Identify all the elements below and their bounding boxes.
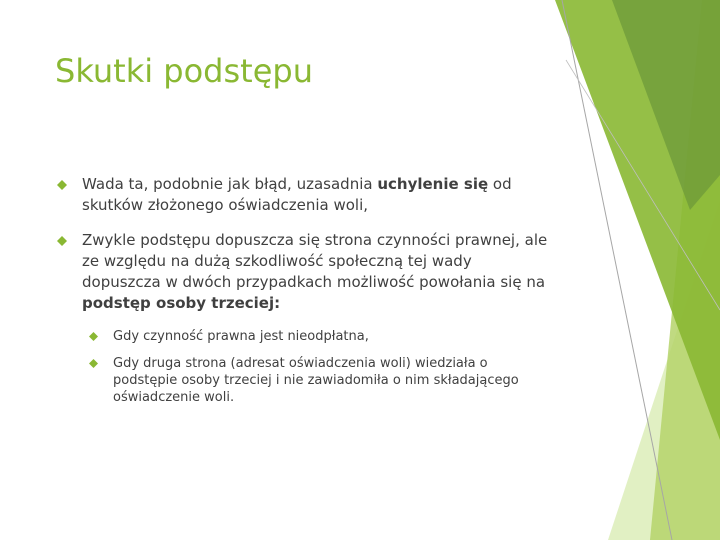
bullet-text: Zwykle podstępu dopuszcza się strona czynności prawnej, ale ze względu na dużą szkodliwość społeczną tej wady dopuszcza w dwóch przypadkach możliwość powołania się na podstęp osoby trzeciej: xyxy=(82,231,548,312)
diamond-bullet-icon xyxy=(57,180,67,190)
bullet-bold-text: podstęp osoby trzeciej: xyxy=(82,294,281,312)
bullet-item xyxy=(55,230,555,314)
diamond-bullet-icon xyxy=(89,332,98,341)
sub-bullet-text: Gdy czynność prawna jest nieodpłatna, xyxy=(113,329,369,344)
slide-title: Skutki podstępu xyxy=(55,52,313,90)
diamond-bullet-icon xyxy=(89,359,98,368)
sub-bullet-text: Gdy druga strona (adresat oświadczenia woli) wiedziała o podstępie osoby trzeciej i nie zawiadomiła o nim składającego oświadczenie woli. xyxy=(113,356,519,405)
sub-bullet-item xyxy=(55,328,555,345)
sub-bullet-item xyxy=(55,355,555,406)
bullet-item xyxy=(55,174,555,216)
bullet-bold-text: uchylenie się xyxy=(377,175,489,193)
bullet-text: Wada ta, podobnie jak błąd, uzasadnia uchylenie się od skutków złożonego oświadczenia woli, xyxy=(82,175,512,214)
diamond-bullet-icon xyxy=(57,236,67,246)
slide-content xyxy=(55,174,555,416)
